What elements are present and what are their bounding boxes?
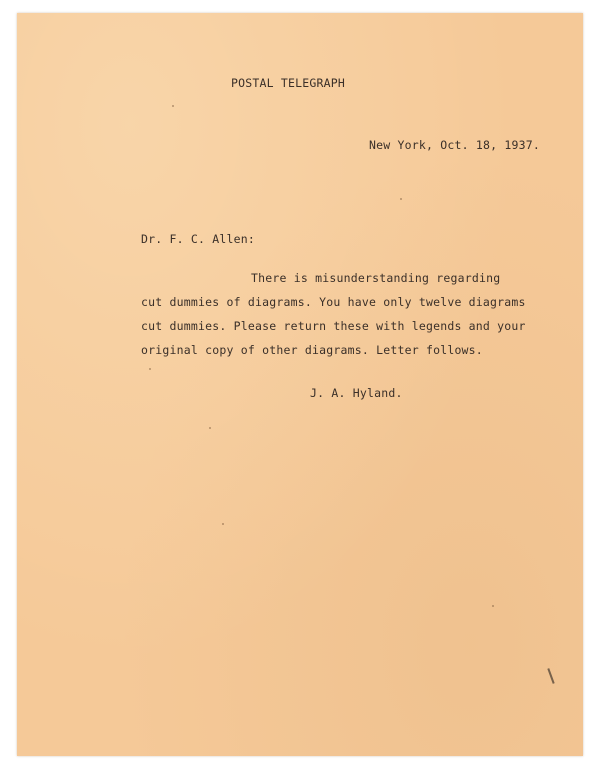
paper-speck bbox=[492, 605, 494, 607]
paper-speck bbox=[149, 368, 151, 370]
paper-speck bbox=[222, 523, 224, 525]
body-line-4: original copy of other diagrams. Letter follows. bbox=[141, 343, 483, 357]
signature: J. A. Hyland. bbox=[310, 386, 403, 400]
telegram-paper bbox=[17, 13, 583, 756]
pencil-mark bbox=[547, 668, 554, 684]
paper-speck bbox=[400, 198, 402, 200]
dateline: New York, Oct. 18, 1937. bbox=[369, 138, 540, 152]
body-line-3: cut dummies. Please return these with legends and your bbox=[141, 319, 526, 333]
salutation: Dr. F. C. Allen: bbox=[141, 232, 255, 246]
paper-speck bbox=[172, 105, 174, 107]
paper-speck bbox=[209, 427, 211, 429]
body-line-2: cut dummies of diagrams. You have only twelve diagrams bbox=[141, 295, 526, 309]
body-line-1: There is misunderstanding regarding bbox=[251, 271, 501, 285]
telegram-heading: POSTAL TELEGRAPH bbox=[231, 76, 345, 90]
